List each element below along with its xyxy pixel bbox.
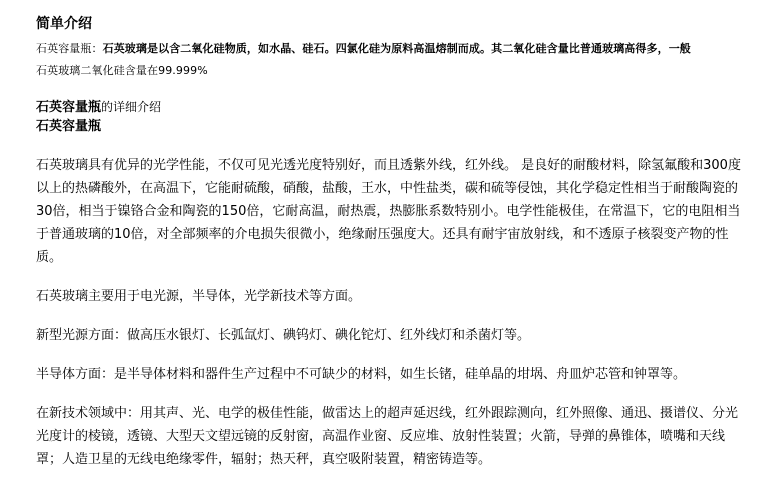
detail-subtitle: 石英容量瓶 — [36, 119, 102, 134]
intro-lead: 石英玻璃是以含二氧化硅物质，如水晶、硅石。四氯化硅为原料高温熔制而成。其二氧化硅含量比普通玻璃高得多，一般 — [102, 42, 691, 55]
paragraph-new-tech: 在新技术领域中：用其声、光、电学的极佳性能，做雷达上的超声延迟线，红外跟踪测向，红外照像、通迅、摄谱仪、分光光度计的棱镜，透镜、大型天文望远镜的反射窗，高温作业窗、反应堆、放射性装置；火箭，导弹的鼻锥体，喷嘴和天线罩；人造卫星的无线电绝缘零件，辐射；热天秤，真空吸附装置，精密铸造等。 — [36, 406, 739, 467]
paragraph-uses: 石英玻璃主要用于电光源，半导体，光学新技术等方面。 — [36, 289, 362, 304]
intro-line2: 石英玻璃二氧化硅含量在99.999% — [36, 64, 208, 77]
detail-title — [36, 98, 766, 117]
detail-title-bold: 石英容量瓶 — [36, 100, 102, 115]
intro-text — [36, 38, 766, 82]
article-body — [36, 154, 748, 487]
intro-label: 石英容量瓶： — [36, 42, 103, 55]
paragraph-properties: 石英玻璃具有优异的光学性能，不仅可见光透光度特别好，而且透紫外线，红外线。 是良好的耐酸材料，除氢氟酸和300度以上的热磷酸外，在高温下，它能耐硫酸，硝酸，盐酸，王水，中性盐类，碳和硫等侵蚀，其化学稳定性相当于耐酸陶瓷的30倍，相当于镍铬合金和陶瓷的150倍，它耐高温，耐热震，热膨胀系数特别小。电学性能极佳，在常温下，它的电阻相当于普通玻璃的10倍，对全部频率的介电损失很微小，绝缘耐压强度大。还具有耐宇宙放射线，和不透原子核裂变产物的性质。 — [36, 158, 741, 265]
detail-header — [36, 98, 766, 137]
intro-heading: 简单介绍 — [36, 16, 92, 32]
intro-section — [36, 14, 766, 82]
paragraph-semiconductor: 半导体方面：是半导体材料和器件生产过程中不可缺少的材料，如生长锗，硅单晶的坩埚、舟皿炉芯管和钟罩等。 — [36, 367, 687, 382]
paragraph-light-source: 新型光源方面：做高压水银灯、长弧氙灯、碘钨灯、碘化铊灯、红外线灯和杀菌灯等。 — [36, 328, 531, 343]
detail-title-suffix: 的详细介绍 — [101, 100, 162, 114]
